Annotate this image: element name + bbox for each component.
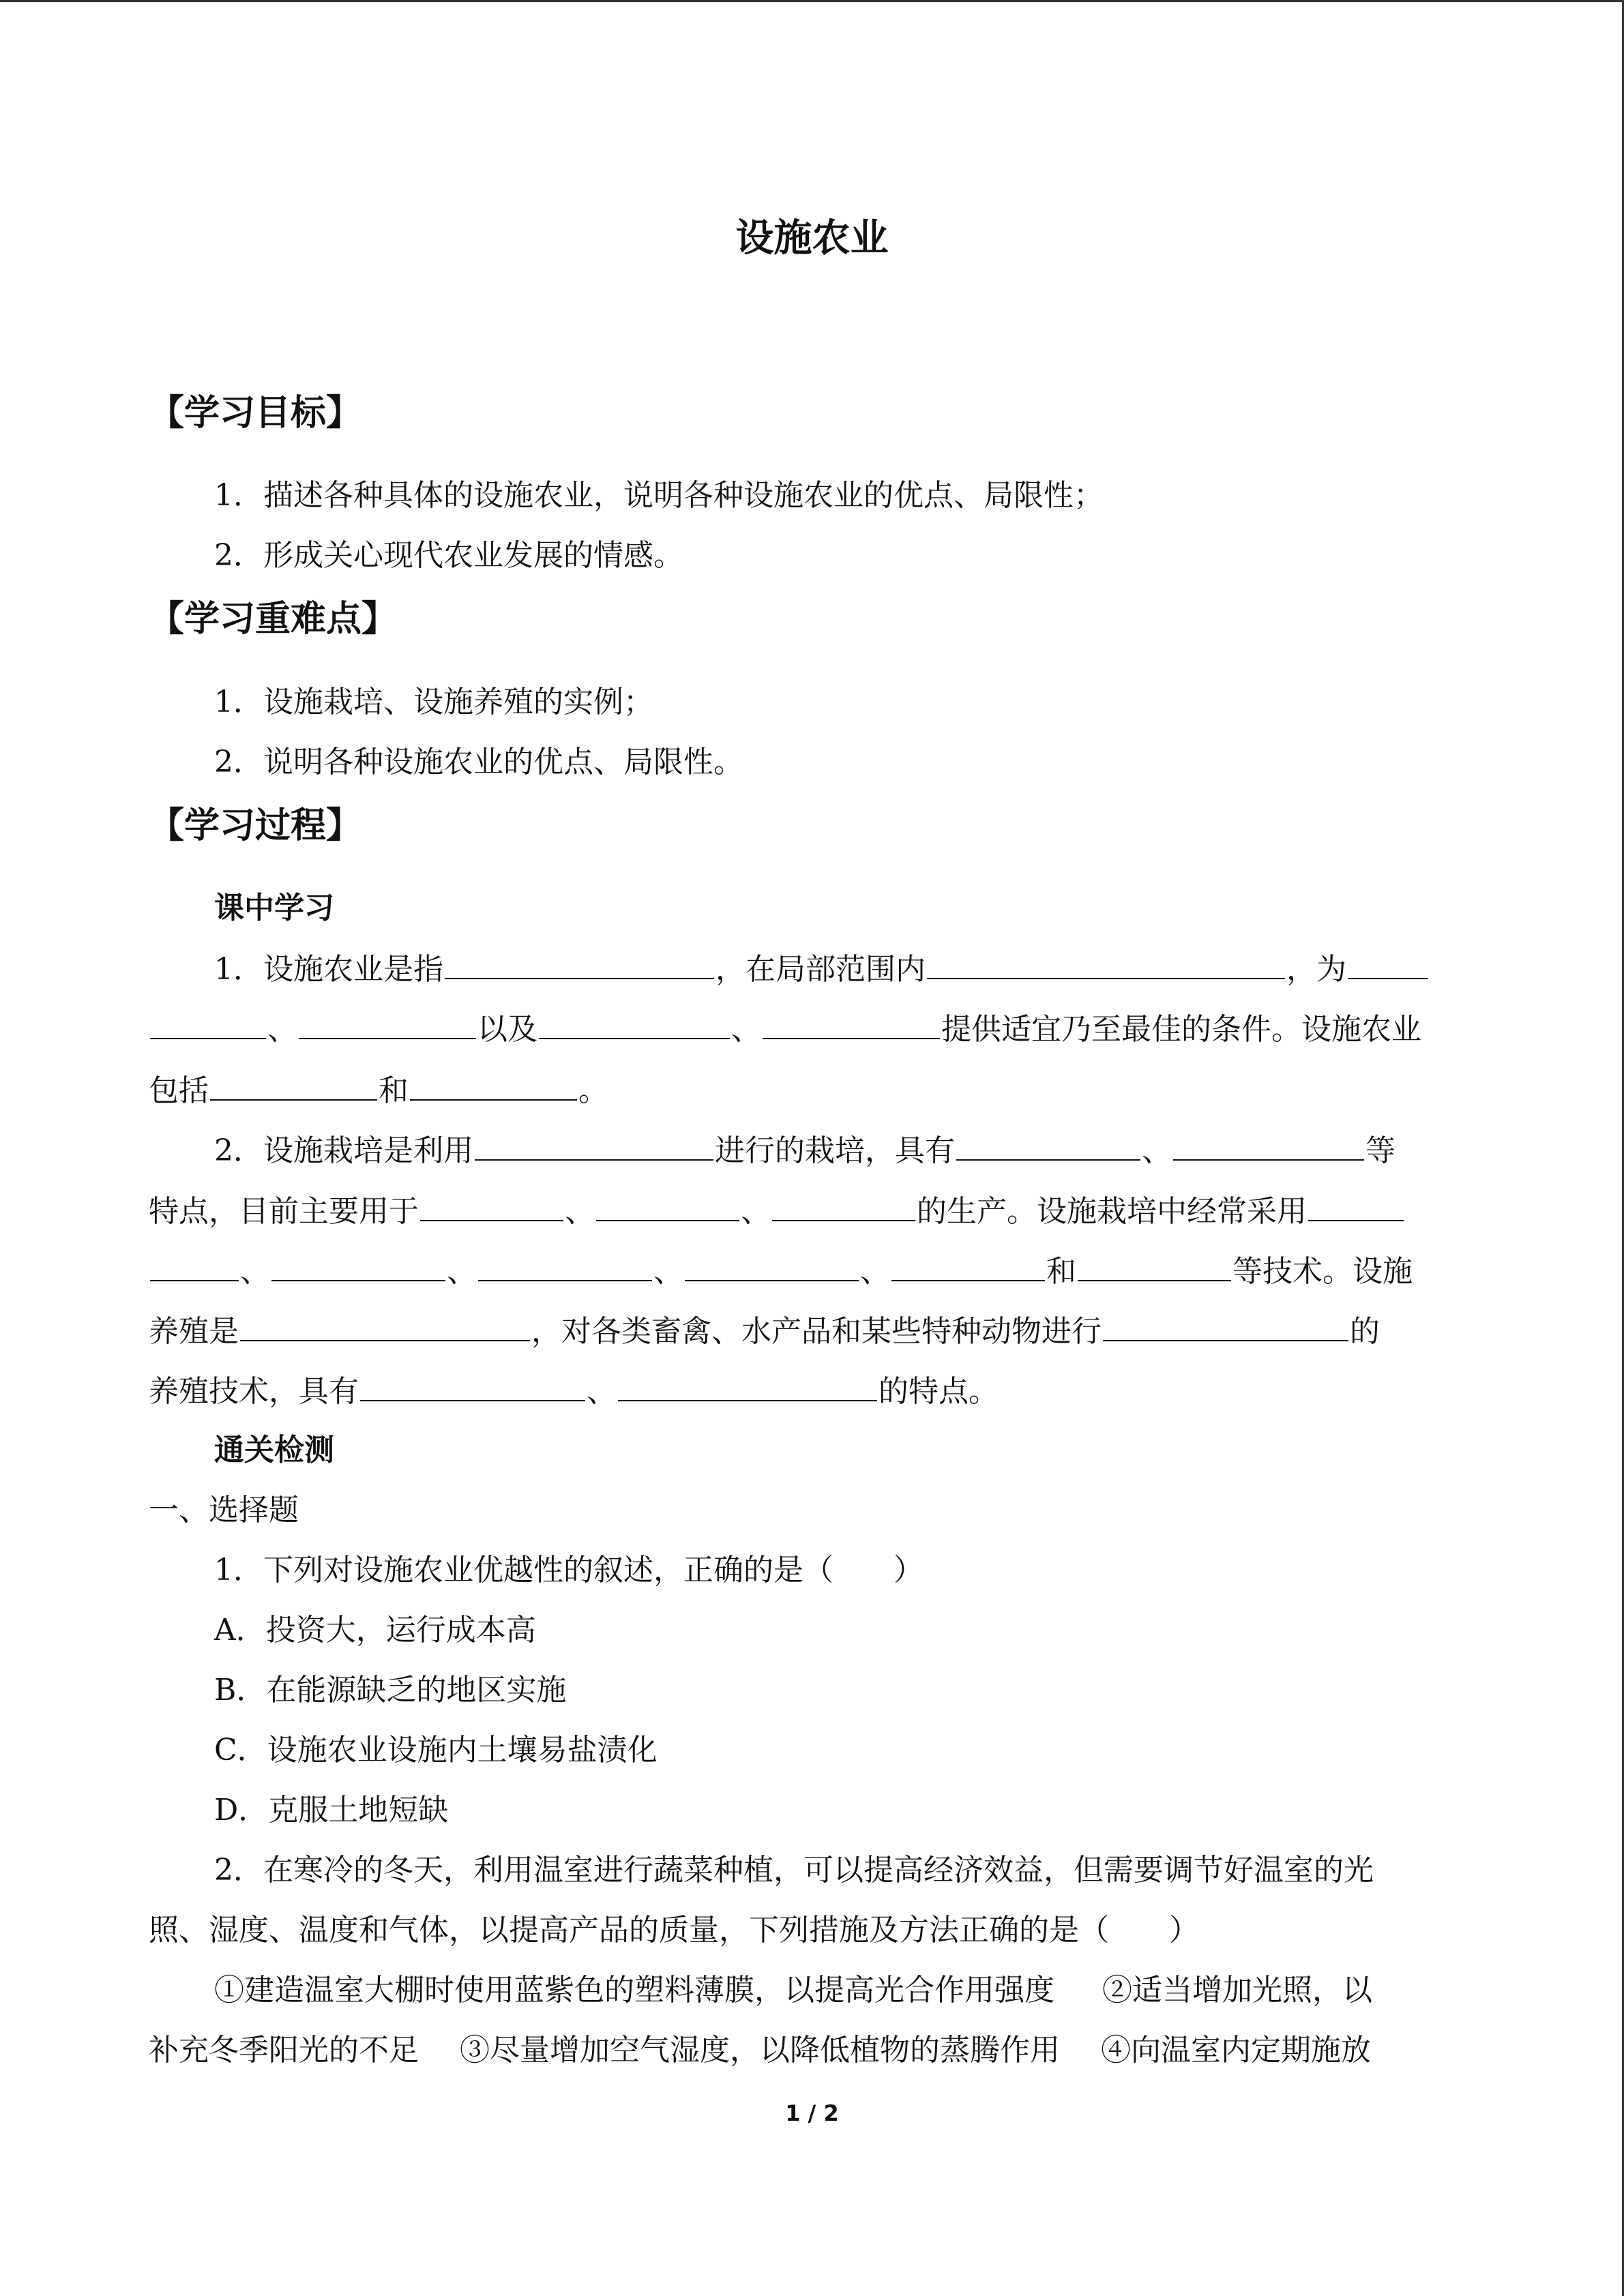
fill-blank[interactable]	[956, 1128, 1140, 1161]
q2-text-5: 特点，目前主要用于	[149, 1194, 419, 1229]
fill-blank[interactable]	[1308, 1189, 1404, 1221]
q2-text-16: ，对各类畜禽、水产品和某些特种动物进行	[531, 1314, 1102, 1349]
fill-blank[interactable]	[240, 1309, 530, 1341]
q1-text-2: ，在局部范围内	[715, 952, 926, 987]
q2-text-18: 养殖技术，具有	[149, 1374, 359, 1409]
fill-blank[interactable]	[150, 1007, 266, 1039]
q2-text-15: 养殖是	[149, 1314, 239, 1349]
fill-blank[interactable]	[772, 1189, 915, 1221]
q2-line-4	[149, 1309, 1380, 1354]
mc2-stem-line-3	[214, 1969, 1372, 2012]
mc2-stem-line-2: 照、湿度、温度和气体，以提高产品的质量，下列措施及方法正确的是（ ）	[149, 1913, 1199, 1948]
fill-blank[interactable]	[539, 1007, 730, 1039]
q1-text-1: 1．设施农业是指	[214, 952, 443, 987]
fill-blank[interactable]	[271, 1249, 445, 1281]
key-point-item-2: 2．说明各种设施农业的优点、局限性。	[214, 745, 743, 779]
q1-text-4: 、	[267, 1012, 297, 1047]
q2-text-4: 等	[1365, 1133, 1396, 1168]
heading-process: 【学习过程】	[149, 805, 362, 846]
fill-blank[interactable]	[1348, 946, 1428, 979]
fill-blank[interactable]	[478, 1249, 652, 1281]
mc1-option-d: D．克服土地短缺	[214, 1793, 449, 1828]
fill-blank[interactable]	[360, 1369, 585, 1401]
subhead-class-learning: 课中学习	[214, 891, 334, 925]
q2-text-6: 、	[565, 1194, 595, 1229]
fill-blank[interactable]	[410, 1068, 577, 1101]
fill-blank[interactable]	[210, 1068, 377, 1101]
mc1-option-b: B．在能源缺乏的地区实施	[214, 1673, 567, 1708]
fill-blank[interactable]	[1078, 1249, 1231, 1281]
mc2-stem-line-4	[149, 2029, 1371, 2072]
page-title: 设施农业	[735, 216, 889, 260]
page-border-top	[0, 0, 1624, 2]
q2-text-2: 进行的栽培，具有	[715, 1133, 955, 1168]
mc2-statement-1: ①建造温室大棚时使用蓝紫色的塑料薄膜，以提高光合作用强度	[214, 1973, 1054, 2008]
q2-text-13: 和	[1046, 1254, 1076, 1289]
fill-blank[interactable]	[299, 1007, 476, 1039]
fill-blank[interactable]	[150, 1249, 239, 1281]
fill-blank[interactable]	[445, 946, 714, 979]
mc2-statement-3: ③尽量增加空气湿度，以降低植物的蒸腾作用	[460, 2033, 1060, 2068]
mc2-statement-4: ④向温室内定期施放	[1101, 2033, 1371, 2068]
q2-line-5	[149, 1369, 999, 1414]
q2-line-2	[149, 1189, 1405, 1234]
fill-blank[interactable]	[420, 1189, 563, 1221]
q2-text-12: 、	[860, 1254, 890, 1289]
q2-line-1	[214, 1128, 1396, 1173]
fill-blank[interactable]	[891, 1249, 1045, 1281]
section-multiple-choice: 一、选择题	[149, 1493, 299, 1527]
q1-text-3: ，为	[1286, 952, 1346, 987]
q1-text-9: 和	[379, 1073, 409, 1108]
heading-goals: 【学习目标】	[149, 393, 362, 434]
q1-text-8: 包括	[149, 1073, 209, 1108]
q2-text-11: 、	[653, 1254, 683, 1289]
q2-text-1: 2．设施栽培是利用	[214, 1133, 473, 1168]
q2-text-10: 、	[447, 1254, 477, 1289]
mc2-statement-2: ②适当增加光照，以	[1102, 1973, 1372, 2008]
mc2-statement-2-cont: 补充冬季阳光的不足	[149, 2033, 419, 2068]
fill-blank[interactable]	[1173, 1128, 1364, 1161]
mc1-option-c: C．设施农业设施内土壤易盐渍化	[214, 1733, 658, 1768]
q2-text-14: 等技术。设施	[1232, 1254, 1413, 1289]
q2-text-17: 的	[1350, 1314, 1380, 1349]
q1-text-10: 。	[578, 1073, 608, 1108]
q2-text-9: 、	[240, 1254, 270, 1289]
q2-text-7: 、	[741, 1194, 771, 1229]
q1-text-7: 提供适宜乃至最佳的条件。设施农业	[941, 1012, 1421, 1047]
fill-blank[interactable]	[596, 1189, 739, 1221]
q1-line-3	[149, 1068, 608, 1113]
q1-text-5: 以及	[477, 1012, 537, 1047]
page-number: 1 / 2	[785, 2100, 839, 2126]
fill-blank[interactable]	[618, 1369, 877, 1401]
q1-line-2	[149, 1007, 1421, 1052]
q2-text-8: 的生产。设施栽培中经常采用	[917, 1194, 1307, 1229]
fill-blank[interactable]	[1103, 1309, 1348, 1341]
q2-text-19: 、	[587, 1374, 617, 1409]
key-point-item-1: 1．设施栽培、设施养殖的实例；	[214, 685, 653, 719]
heading-key-points: 【学习重难点】	[149, 599, 398, 640]
goal-item-2: 2．形成关心现代农业发展的情感。	[214, 538, 683, 573]
goal-item-1: 1．描述各种具体的设施农业，说明各种设施农业的优点、局限性；	[214, 478, 1104, 513]
q2-text-20: 的特点。	[879, 1374, 999, 1409]
mc1-stem: 1．下列对设施农业优越性的叙述，正确的是（ ）	[214, 1553, 924, 1587]
fill-blank[interactable]	[763, 1007, 940, 1039]
fill-blank[interactable]	[685, 1249, 859, 1281]
q1-text-6: 、	[731, 1012, 761, 1047]
fill-blank[interactable]	[475, 1128, 713, 1161]
q2-line-3	[149, 1249, 1413, 1294]
mc1-option-a: A．投资大，运行成本高	[214, 1613, 536, 1648]
q2-text-3: 、	[1142, 1133, 1172, 1168]
fill-blank[interactable]	[927, 946, 1285, 979]
mc2-stem-line-1: 2．在寒冷的冬天，利用温室进行蔬菜种植，可以提高经济效益，但需要调节好温室的光	[214, 1853, 1374, 1888]
q1-line-1	[214, 946, 1430, 992]
subhead-test: 通关检测	[214, 1433, 334, 1467]
